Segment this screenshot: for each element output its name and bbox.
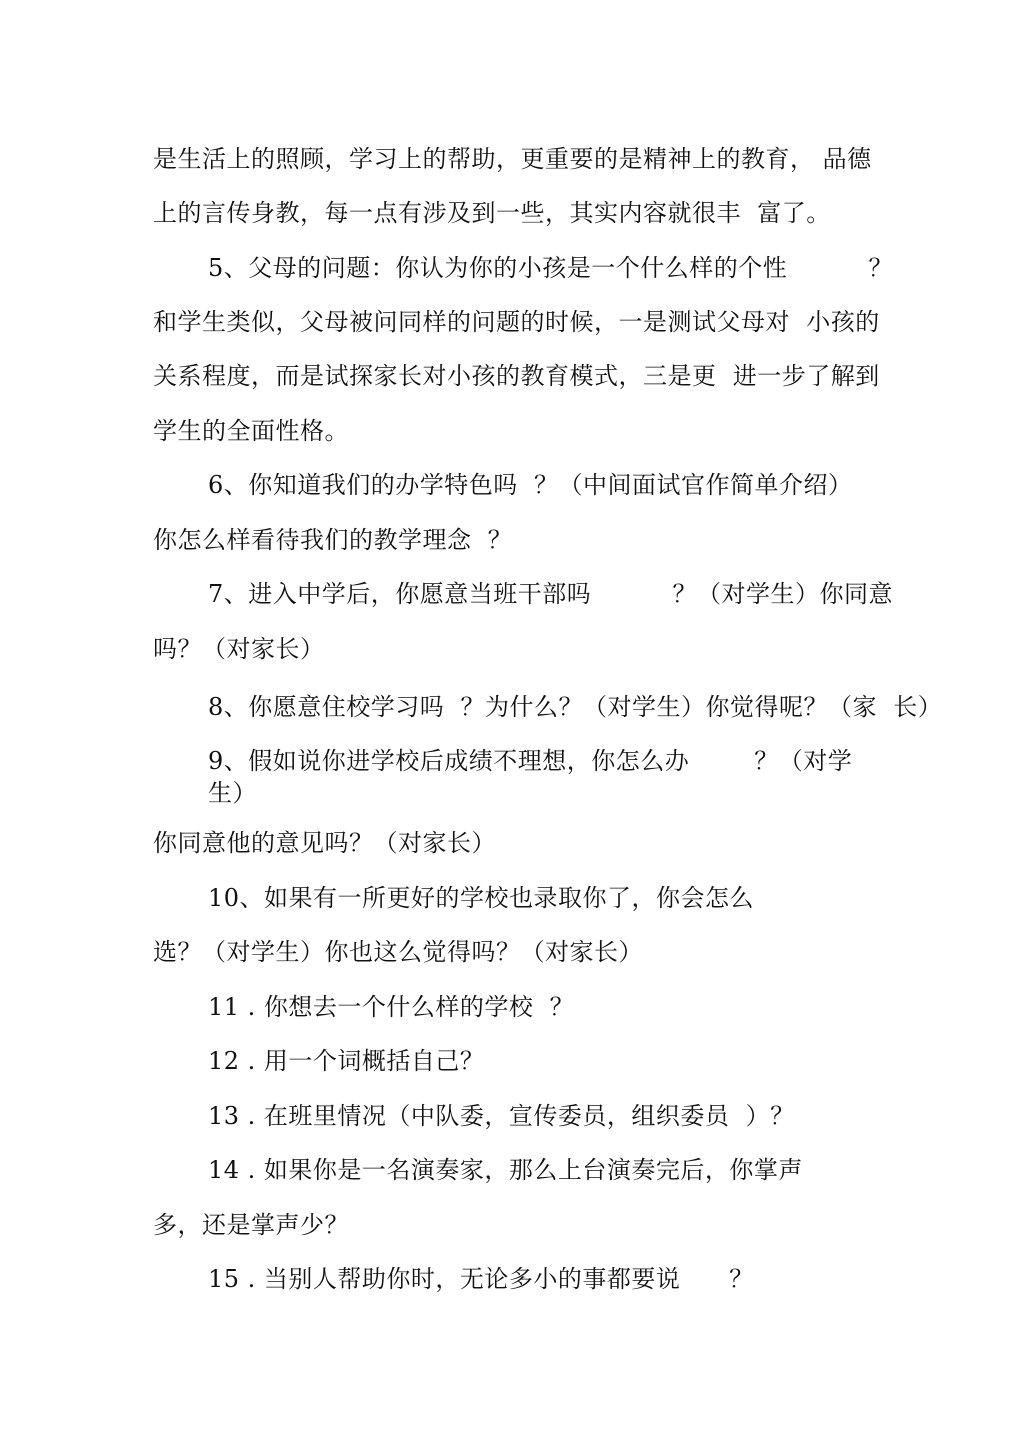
text-line: 你怎么样看待我们的教学理念 ？ bbox=[153, 526, 513, 554]
question-15: 15 . 当别人帮助你时，无论多小的事都要说 ？ bbox=[208, 1265, 754, 1293]
text-line: 学生的全面性格。 bbox=[153, 417, 349, 445]
text-line: 多，还是掌声少？ bbox=[153, 1211, 349, 1239]
text-line: 你同意他的意见吗？（对家长） bbox=[153, 829, 496, 857]
question-10: 10、如果有一所更好的学校也录取你了，你会怎么 bbox=[208, 884, 755, 912]
text-line: 上的言传身教，每一点有涉及到一些，其实内容就很丰 富了。 bbox=[153, 199, 831, 227]
question-5: 5、父母的问题：你认为你的小孩是一个什么样的个性 ？ bbox=[208, 254, 894, 282]
question-6: 6、你知道我们的办学特色吗 ？（中间面试官作简单介绍） bbox=[208, 471, 853, 499]
text-line: 和学生类似，父母被问同样的问题的时候，一是测试父母对 小孩的 bbox=[153, 308, 880, 336]
text-line: 关系程度，而是试探家长对小孩的教育模式，三是更 进一步了解到 bbox=[153, 362, 880, 390]
text-line: 吗？（对家长） bbox=[153, 635, 325, 663]
text-line: 是生活上的照顾，学习上的帮助，更重要的是精神上的教育， 品德 bbox=[153, 145, 872, 173]
question-7: 7、进入中学后，你愿意当班干部吗 ？（对学生）你同意 bbox=[208, 580, 894, 608]
question-11: 11 . 你想去一个什么样的学校 ？ bbox=[208, 993, 575, 1021]
question-8: 8、你愿意住校学习吗 ？为什么？（对学生）你觉得呢？（家 长） bbox=[208, 693, 943, 721]
question-13: 13 . 在班里情况（中队委，宣传委员，组织委员 ）？ bbox=[208, 1102, 795, 1130]
text-line: 选？（对学生）你也这么觉得吗？（对家长） bbox=[153, 938, 643, 966]
text-line: 生） bbox=[208, 779, 257, 807]
question-12: 12 . 用一个词概括自己？ bbox=[208, 1047, 485, 1075]
question-9: 9、假如说你进学校后成绩不理想，你怎么办 ？（对学 bbox=[208, 747, 853, 775]
question-14: 14 . 如果你是一名演奏家，那么上台演奏完后，你掌声 bbox=[208, 1156, 803, 1184]
